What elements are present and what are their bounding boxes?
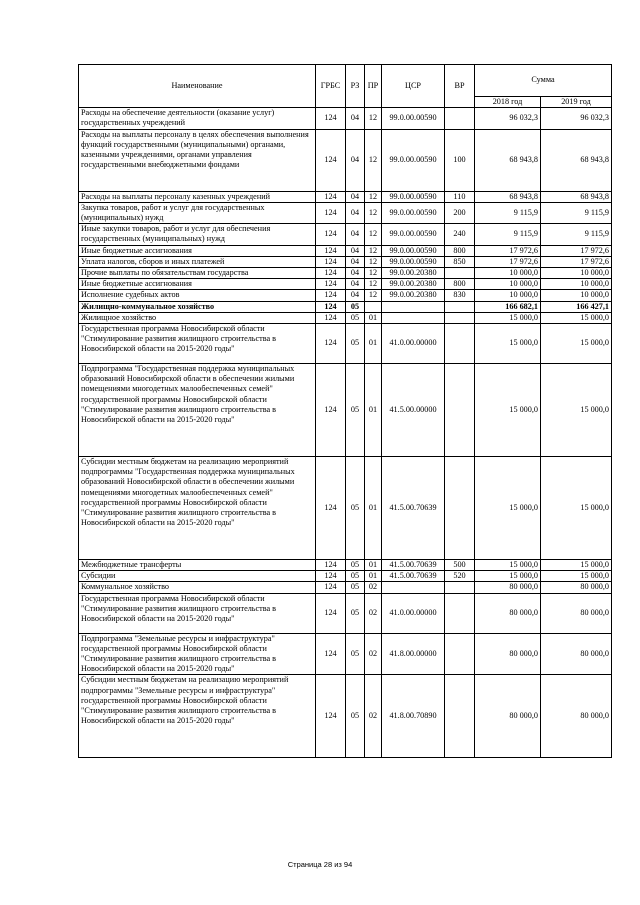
row-name: Жилищно-коммунальное хозяйство	[79, 301, 316, 312]
row-pr	[365, 301, 382, 312]
row-csr: 99.0.00.00590	[382, 202, 445, 223]
row-sum-2019: 17 972,6	[541, 256, 612, 267]
row-vr: 800	[445, 245, 475, 256]
row-name: Государственная программа Новосибирской области "Стимулирование развития жилищного строительства в Новосибирской области на 2015-2020 годы"	[79, 324, 316, 364]
row-rz: 04	[346, 279, 365, 290]
row-name: Подпрограмма "Государственная поддержка муниципальных образований Новосибирской области в обеспечении жилыми помещениями многодетных малообеспеченных семей" государственной программы Новосибирской области "Стимулирование развития жилищного строительства в Новосибирской области на 2015-2020 годы"	[79, 364, 316, 457]
row-name: Субсидии местным бюджетам на реализацию мероприятий подпрограммы "Государственная поддержка муниципальных образований Новосибирской области в обеспечении жилыми помещениями многодетных малообеспеченных семей" государственной программы Новосибирской области "Стимулирование развития жилищного строительства в Новосибирской области на 2015-2020 годы"	[79, 457, 316, 560]
table-row	[79, 364, 612, 457]
row-vr	[445, 457, 475, 560]
row-csr: 41.0.00.00000	[382, 593, 445, 633]
row-pr: 12	[365, 191, 382, 202]
row-grbs: 124	[316, 290, 346, 301]
row-grbs: 124	[316, 268, 346, 279]
row-sum-2019: 10 000,0	[541, 279, 612, 290]
row-pr: 01	[365, 571, 382, 582]
row-vr	[445, 582, 475, 593]
row-vr	[445, 675, 475, 758]
row-pr: 01	[365, 457, 382, 560]
row-sum-2019: 9 115,9	[541, 224, 612, 245]
row-pr: 12	[365, 268, 382, 279]
row-csr: 41.5.00.00000	[382, 364, 445, 457]
table-row	[79, 593, 612, 633]
row-vr: 200	[445, 202, 475, 223]
row-grbs: 124	[316, 312, 346, 323]
header-csr: ЦСР	[382, 65, 445, 108]
row-name: Прочие выплаты по обязательствам государства	[79, 268, 316, 279]
row-name: Уплата налогов, сборов и иных платежей	[79, 256, 316, 267]
row-vr	[445, 324, 475, 364]
row-sum-2018: 15 000,0	[475, 560, 541, 571]
row-csr	[382, 301, 445, 312]
row-rz: 04	[346, 268, 365, 279]
row-grbs: 124	[316, 108, 346, 129]
row-csr: 99.0.00.00590	[382, 129, 445, 191]
row-rz: 05	[346, 582, 365, 593]
row-rz: 04	[346, 245, 365, 256]
row-csr: 41.8.00.70890	[382, 675, 445, 758]
row-rz: 05	[346, 560, 365, 571]
row-csr: 41.0.00.00000	[382, 324, 445, 364]
row-name: Исполнение судебных актов	[79, 290, 316, 301]
row-pr: 02	[365, 633, 382, 675]
row-vr: 240	[445, 224, 475, 245]
table-row	[79, 108, 612, 129]
table-row	[79, 324, 612, 364]
row-sum-2018: 15 000,0	[475, 364, 541, 457]
row-grbs: 124	[316, 245, 346, 256]
row-name: Государственная программа Новосибирской области "Стимулирование развития жилищного строительства в Новосибирской области на 2015-2020 годы"	[79, 593, 316, 633]
row-sum-2019: 15 000,0	[541, 324, 612, 364]
row-sum-2018: 80 000,0	[475, 633, 541, 675]
row-csr: 99.0.00.20380	[382, 268, 445, 279]
row-rz: 04	[346, 191, 365, 202]
row-grbs: 124	[316, 457, 346, 560]
row-grbs: 124	[316, 279, 346, 290]
row-pr: 12	[365, 290, 382, 301]
row-grbs: 124	[316, 593, 346, 633]
row-sum-2019: 15 000,0	[541, 312, 612, 323]
table-row	[79, 571, 612, 582]
row-csr	[382, 312, 445, 323]
table-row	[79, 191, 612, 202]
row-sum-2019: 15 000,0	[541, 457, 612, 560]
row-rz: 05	[346, 312, 365, 323]
row-sum-2018: 15 000,0	[475, 457, 541, 560]
row-sum-2018: 80 000,0	[475, 582, 541, 593]
row-rz: 05	[346, 571, 365, 582]
row-name: Иные бюджетные ассигнования	[79, 279, 316, 290]
row-name: Межбюджетные трансферты	[79, 560, 316, 571]
row-grbs: 124	[316, 364, 346, 457]
row-sum-2018: 10 000,0	[475, 290, 541, 301]
row-csr: 41.8.00.00000	[382, 633, 445, 675]
header-pr: ПР	[365, 65, 382, 108]
row-sum-2019: 68 943,8	[541, 129, 612, 191]
row-rz: 05	[346, 633, 365, 675]
table-header	[79, 65, 612, 108]
table-row	[79, 633, 612, 675]
table-row	[79, 279, 612, 290]
row-sum-2019: 96 032,3	[541, 108, 612, 129]
row-pr: 12	[365, 129, 382, 191]
row-name: Расходы на выплаты персоналу в целях обеспечения выполнения функций государственными (муниципальными) органами, казенными учреждениями, органами управления государственными внебюджетными фондами	[79, 129, 316, 191]
row-rz: 04	[346, 256, 365, 267]
row-sum-2018: 166 682,1	[475, 301, 541, 312]
row-sum-2019: 80 000,0	[541, 675, 612, 758]
table-row	[79, 202, 612, 223]
row-sum-2018: 9 115,9	[475, 224, 541, 245]
row-rz: 05	[346, 593, 365, 633]
row-sum-2019: 17 972,6	[541, 245, 612, 256]
row-csr	[382, 582, 445, 593]
row-name: Жилищное хозяйство	[79, 312, 316, 323]
row-sum-2019: 80 000,0	[541, 633, 612, 675]
row-csr: 99.0.00.00590	[382, 256, 445, 267]
header-sum: Сумма	[475, 65, 612, 97]
row-pr: 01	[365, 364, 382, 457]
row-vr	[445, 301, 475, 312]
row-sum-2018: 80 000,0	[475, 675, 541, 758]
row-vr	[445, 108, 475, 129]
row-vr	[445, 633, 475, 675]
header-name: Наименование	[79, 65, 316, 108]
row-csr: 99.0.00.00590	[382, 191, 445, 202]
header-vr: ВР	[445, 65, 475, 108]
row-sum-2018: 17 972,6	[475, 245, 541, 256]
row-sum-2019: 166 427,1	[541, 301, 612, 312]
header-year-2019: 2019 год	[541, 97, 612, 108]
row-pr: 01	[365, 324, 382, 364]
table-row	[79, 224, 612, 245]
row-name: Коммунальное хозяйство	[79, 582, 316, 593]
row-pr: 01	[365, 312, 382, 323]
row-vr: 520	[445, 571, 475, 582]
row-sum-2019: 9 115,9	[541, 202, 612, 223]
row-grbs: 124	[316, 256, 346, 267]
row-vr: 850	[445, 256, 475, 267]
row-pr: 02	[365, 582, 382, 593]
table-row	[79, 301, 612, 312]
row-grbs: 124	[316, 301, 346, 312]
row-grbs: 124	[316, 191, 346, 202]
row-vr	[445, 593, 475, 633]
table-row	[79, 582, 612, 593]
row-sum-2018: 68 943,8	[475, 191, 541, 202]
row-grbs: 124	[316, 560, 346, 571]
row-sum-2018: 10 000,0	[475, 279, 541, 290]
row-vr: 110	[445, 191, 475, 202]
row-csr: 41.5.00.70639	[382, 457, 445, 560]
row-name: Субсидии местным бюджетам на реализацию мероприятий подпрограммы "Земельные ресурсы и инфраструктура" государственной программы Новосибирской области "Стимулирование развития жилищного строительства в Новосибирской области на 2015-2020 годы"	[79, 675, 316, 758]
table-row	[79, 290, 612, 301]
row-rz: 05	[346, 301, 365, 312]
row-csr: 41.5.00.70639	[382, 571, 445, 582]
row-pr: 12	[365, 202, 382, 223]
row-vr	[445, 312, 475, 323]
row-name: Иные закупки товаров, работ и услуг для обеспечения государственных (муниципальных) нужд	[79, 224, 316, 245]
row-csr: 41.5.00.70639	[382, 560, 445, 571]
row-csr: 99.0.00.00590	[382, 108, 445, 129]
row-rz: 04	[346, 290, 365, 301]
row-pr: 01	[365, 560, 382, 571]
header-rz: РЗ	[346, 65, 365, 108]
row-csr: 99.0.00.20380	[382, 279, 445, 290]
row-sum-2019: 15 000,0	[541, 571, 612, 582]
header-year-2018: 2018 год	[475, 97, 541, 108]
row-sum-2018: 96 032,3	[475, 108, 541, 129]
row-rz: 04	[346, 108, 365, 129]
table-row	[79, 129, 612, 191]
row-pr: 12	[365, 245, 382, 256]
row-rz: 05	[346, 324, 365, 364]
row-sum-2018: 15 000,0	[475, 312, 541, 323]
row-csr: 99.0.00.00590	[382, 245, 445, 256]
row-pr: 12	[365, 224, 382, 245]
table-row	[79, 256, 612, 267]
row-vr: 830	[445, 290, 475, 301]
row-name: Расходы на обеспечение деятельности (оказание услуг) государственных учреждений	[79, 108, 316, 129]
row-pr: 02	[365, 675, 382, 758]
row-name: Субсидии	[79, 571, 316, 582]
row-grbs: 124	[316, 129, 346, 191]
row-sum-2018: 17 972,6	[475, 256, 541, 267]
row-sum-2018: 68 943,8	[475, 129, 541, 191]
row-grbs: 124	[316, 202, 346, 223]
row-vr	[445, 268, 475, 279]
row-grbs: 124	[316, 224, 346, 245]
row-name: Подпрограмма "Земельные ресурсы и инфраструктура" государственной программы Новосибирской области "Стимулирование развития жилищного строительства в Новосибирской области на 2015-2020 годы"	[79, 633, 316, 675]
row-vr: 100	[445, 129, 475, 191]
row-name: Закупка товаров, работ и услуг для государственных (муниципальных) нужд	[79, 202, 316, 223]
row-pr: 12	[365, 279, 382, 290]
row-sum-2019: 68 943,8	[541, 191, 612, 202]
row-pr: 12	[365, 256, 382, 267]
row-sum-2018: 15 000,0	[475, 324, 541, 364]
table-row	[79, 560, 612, 571]
row-name: Иные бюджетные ассигнования	[79, 245, 316, 256]
row-sum-2019: 80 000,0	[541, 593, 612, 633]
table-row	[79, 268, 612, 279]
table-row	[79, 312, 612, 323]
row-csr: 99.0.00.00590	[382, 224, 445, 245]
row-csr: 99.0.00.20380	[382, 290, 445, 301]
row-rz: 04	[346, 224, 365, 245]
row-name: Расходы на выплаты персоналу казенных учреждений	[79, 191, 316, 202]
row-rz: 05	[346, 457, 365, 560]
table-row	[79, 457, 612, 560]
table-body	[79, 108, 612, 758]
row-rz: 05	[346, 364, 365, 457]
table-row	[79, 245, 612, 256]
row-sum-2018: 15 000,0	[475, 571, 541, 582]
row-grbs: 124	[316, 324, 346, 364]
row-sum-2019: 15 000,0	[541, 364, 612, 457]
page-footer: Страница 28 из 94	[287, 860, 353, 869]
row-vr: 800	[445, 279, 475, 290]
row-sum-2018: 80 000,0	[475, 593, 541, 633]
row-sum-2018: 9 115,9	[475, 202, 541, 223]
row-sum-2019: 10 000,0	[541, 290, 612, 301]
row-pr: 02	[365, 593, 382, 633]
row-sum-2019: 15 000,0	[541, 560, 612, 571]
header-grbs: ГРБС	[316, 65, 346, 108]
row-grbs: 124	[316, 571, 346, 582]
row-grbs: 124	[316, 582, 346, 593]
row-vr: 500	[445, 560, 475, 571]
budget-table	[78, 64, 612, 758]
row-sum-2019: 10 000,0	[541, 268, 612, 279]
row-vr	[445, 364, 475, 457]
row-rz: 04	[346, 202, 365, 223]
row-sum-2019: 80 000,0	[541, 582, 612, 593]
row-rz: 04	[346, 129, 365, 191]
row-grbs: 124	[316, 675, 346, 758]
row-pr: 12	[365, 108, 382, 129]
table-row	[79, 675, 612, 758]
row-grbs: 124	[316, 633, 346, 675]
row-rz: 05	[346, 675, 365, 758]
row-sum-2018: 10 000,0	[475, 268, 541, 279]
